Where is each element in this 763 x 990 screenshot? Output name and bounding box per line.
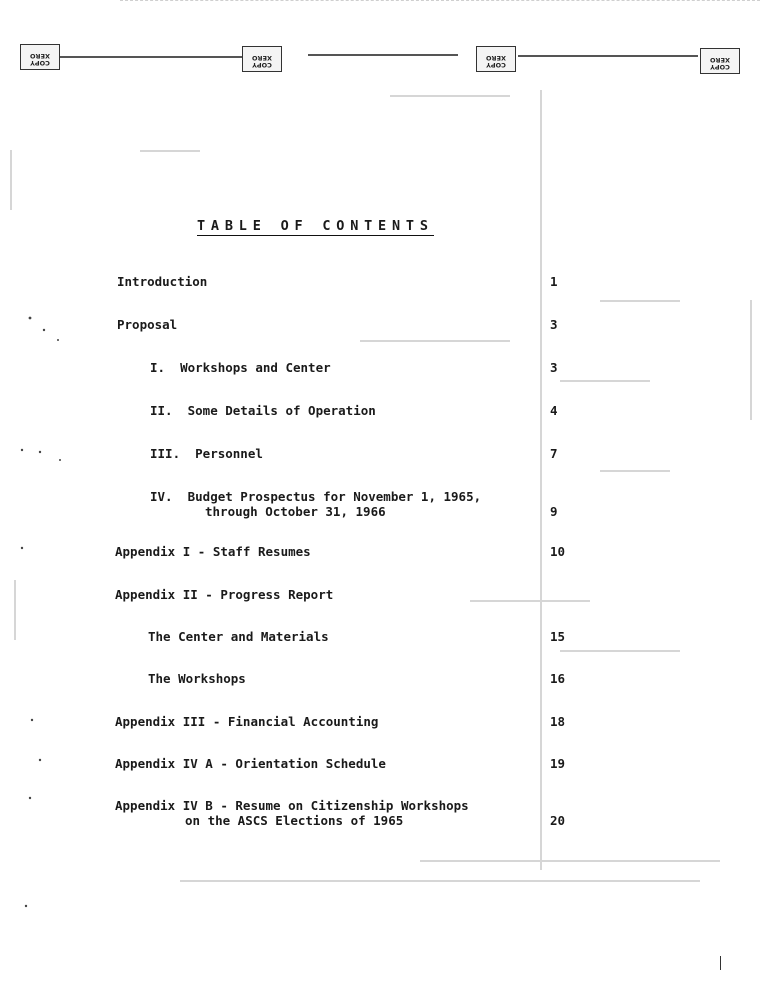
toc-entry-budget-prospectus: IV. Budget Prospectus for November 1, 1965, xyxy=(150,489,482,504)
toc-entry-proposal: Proposal xyxy=(117,317,178,332)
toc-entry-appendix-iv-b: Appendix IV B - Resume on Citizenship Workshops xyxy=(115,798,469,813)
top-dashed-line xyxy=(120,0,760,1)
header-rule xyxy=(518,55,698,57)
toc-page-number: 10 xyxy=(550,544,566,559)
xerox-copy-stamp: COPY XERO xyxy=(242,46,282,72)
toc-entry-budget-prospectus-line2: through October 31, 1966 xyxy=(205,504,386,519)
toc-entry-details-operation: II. Some Details of Operation xyxy=(150,403,376,418)
toc-entry-center-materials: The Center and Materials xyxy=(148,629,329,644)
xerox-copy-stamp: COPY XERO xyxy=(476,46,516,72)
toc-page-number: 9 xyxy=(550,504,558,519)
xerox-copy-stamp: COPY XERO xyxy=(700,48,740,74)
toc-entry-introduction: Introduction xyxy=(117,274,208,289)
page-title: TABLE OF CONTENTS xyxy=(197,218,434,234)
toc-page-number: 3 xyxy=(550,360,558,375)
xerox-copy-stamp: COPY XERO xyxy=(20,44,60,70)
xerox-header-bar xyxy=(18,44,742,78)
toc-page-number: 15 xyxy=(550,629,566,644)
toc-page-number: 1 xyxy=(550,274,558,289)
toc-entry-appendix-iv-a: Appendix IV A - Orientation Schedule xyxy=(115,756,386,771)
toc-page-number: 3 xyxy=(550,317,558,332)
margin-mark xyxy=(720,956,721,970)
toc-entry-appendix-iii: Appendix III - Financial Accounting xyxy=(115,714,379,729)
toc-entry-personnel: III. Personnel xyxy=(150,446,263,461)
toc-entry-workshops: The Workshops xyxy=(148,671,246,686)
toc-page-number: 7 xyxy=(550,446,558,461)
header-rule xyxy=(308,54,458,56)
toc-entry-workshops-center: I. Workshops and Center xyxy=(150,360,331,375)
toc-page-number: 19 xyxy=(550,756,566,771)
toc-page-number: 18 xyxy=(550,714,566,729)
header-rule xyxy=(58,56,258,58)
toc-page-number: 4 xyxy=(550,403,558,418)
toc-page-number: 20 xyxy=(550,813,566,828)
toc-entry-appendix-iv-b-line2: on the ASCS Elections of 1965 xyxy=(185,813,404,828)
toc-entry-appendix-ii: Appendix II - Progress Report xyxy=(115,587,334,602)
toc-entry-appendix-i: Appendix I - Staff Resumes xyxy=(115,544,311,559)
toc-page-number: 16 xyxy=(550,671,566,686)
